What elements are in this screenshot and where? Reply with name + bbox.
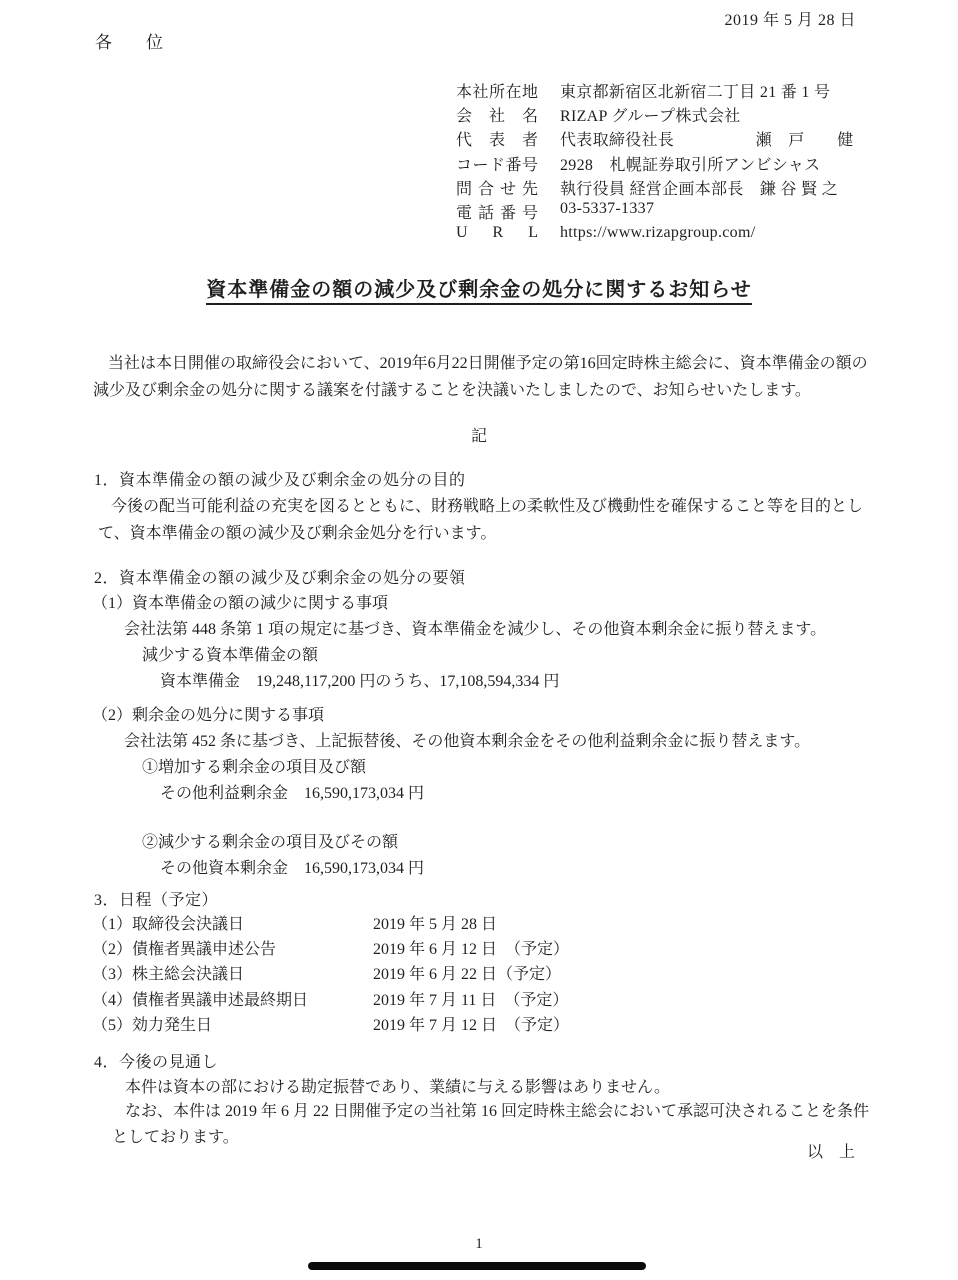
schedule-item-date: 2019 年 5 月 28 日 [373, 916, 498, 933]
schedule-item-label: （5）効力発生日 [92, 1016, 213, 1034]
schedule-row [92, 961, 569, 986]
schedule-item-date: 2019 年 7 月 12 日 （予定） [373, 1016, 570, 1034]
schedule-item-label: （1）取締役会決議日 [92, 916, 245, 933]
surplus-increase-amount: その他利益剰余金 16,590,173,034 円 [160, 785, 425, 802]
section2-sub1-heading: （1）資本準備金の額の減少に関する事項 [92, 595, 389, 612]
phone-number: 03-5337-1337 [560, 199, 655, 217]
ki-marker: 記 [470, 428, 487, 445]
company-url: https://www.rizapgroup.com/ [560, 224, 756, 242]
company-info-label: 代 表 者 [456, 132, 538, 150]
schedule-item-date: 2019 年 7 月 11 日 （予定） [373, 991, 569, 1009]
section1-heading: 1．資本準備金の額の減少及び剰余金の処分の目的 [94, 472, 466, 489]
surplus-increase-title: ①増加する剰余金の項目及び額 [142, 759, 367, 776]
section4-body2: なお、本件は 2019 年 6 月 22 日開催予定の当社第 16 回定時株主総会において承認可決されることを条件としております。 [112, 1103, 870, 1146]
company-info-block [456, 79, 853, 248]
schedule-item-date: 2019 年 6 月 12 日 （予定） [373, 941, 570, 959]
schedule-item-label: （3）株主総会決議日 [92, 966, 245, 984]
section1-body: 今後の配当可能利益の充実を図るとともに、財務戦略上の柔軟性及び機動性を確保すること等を目的として、資本準備金の額の減少及び剰余金処分を行います。 [98, 498, 864, 542]
contact-person: 執行役員 経営企画本部長 鎌 谷 賢 之 [560, 180, 839, 198]
section2-heading: 2．資本準備金の額の減少及び剰余金の処分の要領 [94, 570, 466, 587]
surplus-decrease-amount: その他資本剰余金 16,590,173,034 円 [160, 860, 425, 877]
section2-sub1-body: 会社法第 448 条第 1 項の規定に基づき、資本準備金を減少し、その他資本剰余金に振り替えます。 [124, 621, 827, 638]
schedule-list [92, 911, 569, 1037]
company-info-label: 電話番号 [456, 204, 538, 222]
schedule-item-date: 2019 年 6 月 22 日（予定） [373, 966, 562, 984]
intro-paragraph: 当社は本日開催の取締役会において、2019年6月22日開催予定の第16回定時株主総会に、資本準備金の額の減少及び剰余金の処分に関する議案を付議することを決議いたしましたので、お知らせいたします。 [93, 355, 868, 399]
schedule-item-label: （2）債権者異議申述公告 [92, 941, 277, 959]
capital-reserve-reduction-amount: 資本準備金 19,248,117,200 円のうち、17,108,594,334 円 [160, 673, 560, 690]
section4-heading: 4．今後の見通し [94, 1054, 219, 1071]
recipient: 各 位 [95, 33, 163, 52]
document-title: 資本準備金の額の減少及び剰余金の処分に関するお知らせ [206, 273, 751, 305]
company-info-row [456, 176, 853, 200]
company-info-label: U R L [456, 224, 538, 242]
stock-code: 2928 札幌証券取引所アンビシャス [560, 156, 821, 174]
closing-word: 以 上 [806, 1144, 855, 1161]
bottom-bar [308, 1262, 646, 1270]
section3-heading: 3．日程（予定） [94, 892, 219, 909]
schedule-row [92, 936, 569, 961]
schedule-row [92, 987, 569, 1012]
company-info-row [456, 103, 853, 127]
company-info-row [456, 200, 853, 224]
company-info-row [456, 224, 853, 248]
company-info-label: 会 社 名 [456, 108, 538, 126]
document-date: 2019 年 5 月 28 日 [724, 12, 856, 29]
capital-reserve-reduction-title: 減少する資本準備金の額 [142, 647, 319, 664]
head-office-address: 東京都新宿区北新宿二丁目 21 番 1 号 [560, 84, 831, 101]
section2-sub2-heading: （2）剰余金の処分に関する事項 [92, 707, 325, 724]
company-info-label: コード番号 [456, 156, 538, 174]
surplus-decrease-title: ②減少する剰余金の項目及びその額 [142, 834, 399, 851]
company-info-row [456, 127, 853, 151]
page-number: 1 [475, 1236, 483, 1252]
schedule-item-label: （4）債権者異議申述最終期日 [92, 991, 309, 1009]
representative-name: 代表取締役社長 瀬 戸 健 [560, 132, 854, 150]
schedule-row [92, 911, 569, 936]
company-info-label: 問合せ先 [456, 180, 538, 198]
company-info-label: 本社所在地 [456, 84, 538, 101]
company-name: RIZAP グループ株式会社 [560, 108, 741, 126]
section2-sub2-body: 会社法第 452 条に基づき、上記振替後、その他資本剰余金をその他利益剰余金に振り替えます。 [124, 733, 811, 750]
section4-body1: 本件は資本の部における勘定振替であり、業績に与える影響はありません。 [125, 1079, 670, 1096]
title-row [0, 273, 958, 305]
company-info-row [456, 152, 853, 176]
schedule-row [92, 1012, 569, 1037]
company-info-row [456, 79, 853, 103]
